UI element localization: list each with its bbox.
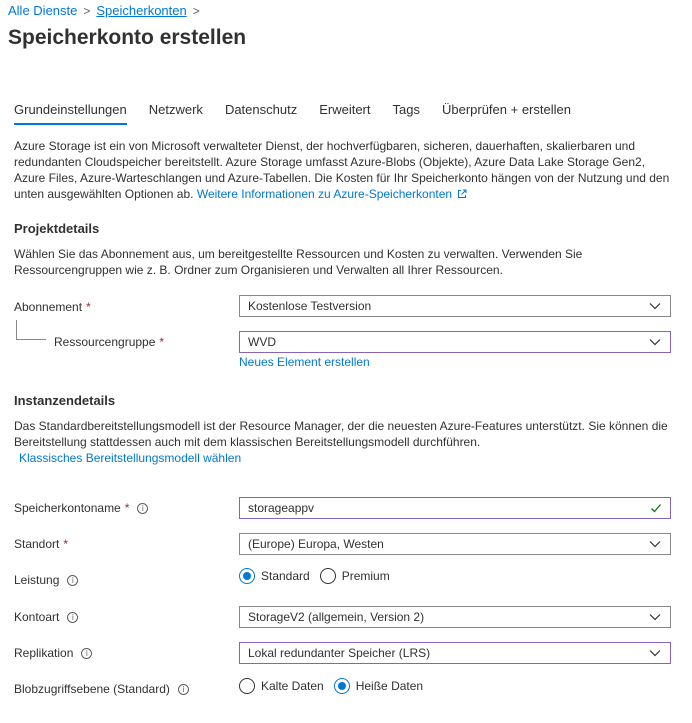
replication-value: Lokal redundanter Speicher (LRS) [248, 646, 431, 660]
account-name-label-text: Speicherkontoname [14, 501, 121, 515]
section-title-project: Projektdetails [14, 221, 100, 236]
info-icon[interactable]: i [67, 575, 78, 586]
account-kind-label-text: Kontoart [14, 610, 60, 624]
access-tier-cool-label: Kalte Daten [261, 679, 324, 693]
chevron-down-icon [648, 646, 662, 660]
radio-button[interactable] [334, 678, 350, 694]
tab-basics[interactable]: Grundeinstellungen [14, 102, 127, 125]
info-icon[interactable]: i [137, 503, 148, 514]
access-tier-cool-option[interactable] [239, 678, 324, 694]
location-select[interactable] [239, 533, 671, 555]
replication-select[interactable] [239, 642, 671, 664]
subscription-label-text: Abonnement [14, 300, 83, 314]
location-label-text: Standort [14, 537, 60, 551]
page-title: Speicherkonto erstellen [8, 26, 247, 49]
breadcrumb-separator: > [83, 3, 91, 18]
tab-review-create[interactable]: Überprüfen + erstellen [441, 102, 571, 117]
intro-paragraph [14, 138, 674, 202]
account-kind-value: StorageV2 (allgemein, Version 2) [248, 610, 425, 624]
check-icon [650, 502, 662, 514]
learn-more-label: Weitere Informationen zu Azure-Speicherkonten [196, 187, 453, 201]
location-label [14, 537, 68, 551]
required-marker: * [63, 537, 69, 551]
classic-deployment-link[interactable]: Klassisches Bereitstellungsmodell wählen [19, 451, 242, 465]
performance-standard-label: Standard [261, 569, 310, 583]
breadcrumb-all-services[interactable]: Alle Dienste [8, 3, 78, 18]
radio-button[interactable] [320, 568, 336, 584]
tab-networking[interactable]: Netzwerk [148, 102, 203, 117]
account-name-label [14, 501, 148, 515]
chevron-down-icon [648, 537, 662, 551]
subscription-label [14, 300, 91, 314]
performance-premium-label: Premium [341, 569, 390, 583]
resource-group-value: WVD [248, 335, 276, 349]
required-marker: * [86, 300, 91, 314]
chevron-down-icon [648, 610, 662, 624]
info-icon[interactable]: i [81, 648, 92, 659]
access-tier-hot-option[interactable] [334, 678, 423, 694]
instance-description: Das Standardbereitstellungsmodell ist der Resource Manager, der die neuesten Azure-Features unterstützt. Sie können die Bereitstellung stattdessen auch mit dem klassischen Bereitstellungsmodell durchführen. [14, 419, 668, 449]
create-new-rg-link[interactable]: Neues Element erstellen [239, 355, 370, 369]
replication-label-text: Replikation [14, 646, 74, 660]
performance-label-text: Leistung [14, 573, 60, 587]
chevron-down-icon [648, 299, 662, 313]
account-kind-select[interactable] [239, 606, 671, 628]
radio-button[interactable] [239, 568, 255, 584]
section-title-instance: Instanzendetails [14, 393, 116, 408]
intro-text: Azure Storage ist ein von Microsoft verwalteter Dienst, der hochverfügbaren, sicheren, dauerhaften, skalierbaren und redundanten Cloudspeicher bereitstellt. Azure Storage umfasst Azure-Blobs (Objekte), Azure Data Lake Storage Gen2, Azure Files, Azure-Warteschlangen und Azure-Tabellen. Die Kosten für Ihr Speicherkonto hängen von der Nutzung und den unten ausgewählten Optionen ab. [14, 139, 670, 201]
resource-group-select[interactable] [239, 331, 671, 353]
access-tier-label-text: Blobzugriffsebene (Standard) [14, 682, 170, 696]
required-marker: * [124, 501, 130, 515]
replication-label [14, 646, 92, 660]
tree-connector [16, 320, 46, 340]
subscription-value: Kostenlose Testversion [248, 299, 372, 313]
access-tier-hot-label: Heiße Daten [355, 679, 424, 693]
resource-group-label [54, 335, 164, 349]
tab-advanced[interactable]: Erweitert [319, 102, 371, 117]
performance-label [14, 573, 78, 587]
tab-tags[interactable]: Tags [392, 102, 420, 117]
info-icon[interactable]: i [67, 612, 78, 623]
access-tier-label [14, 682, 189, 696]
performance-standard-option[interactable] [239, 568, 310, 584]
breadcrumb [8, 3, 206, 18]
resource-group-label-text: Ressourcengruppe [54, 335, 156, 349]
chevron-down-icon [648, 335, 662, 349]
account-kind-label [14, 610, 78, 624]
breadcrumb-separator: > [192, 3, 200, 18]
info-icon[interactable]: i [178, 684, 189, 695]
breadcrumb-storage-accounts[interactable]: Speicherkonten [96, 3, 187, 18]
required-marker: * [159, 335, 165, 349]
access-tier-radio-group [239, 678, 433, 694]
account-name-input[interactable] [239, 497, 671, 519]
tab-data-protection[interactable]: Datenschutz [224, 102, 298, 117]
external-link-icon [457, 189, 467, 199]
account-name-value: storageappv [248, 501, 315, 515]
project-description: Wählen Sie das Abonnement aus, um bereitgestellte Ressourcen und Kosten zu verwalten. Verwenden Sie Ressourcengruppen wie z. B. Ordner zum Organisieren und Verwalten all Ihrer Ressourcen. [14, 247, 583, 277]
radio-button[interactable] [239, 678, 255, 694]
location-value: (Europe) Europa, Westen [248, 537, 384, 551]
performance-premium-option[interactable] [320, 568, 390, 584]
tab-bar [14, 102, 593, 125]
performance-radio-group [239, 568, 400, 584]
learn-more-link[interactable] [197, 187, 468, 201]
subscription-select[interactable] [239, 295, 671, 317]
